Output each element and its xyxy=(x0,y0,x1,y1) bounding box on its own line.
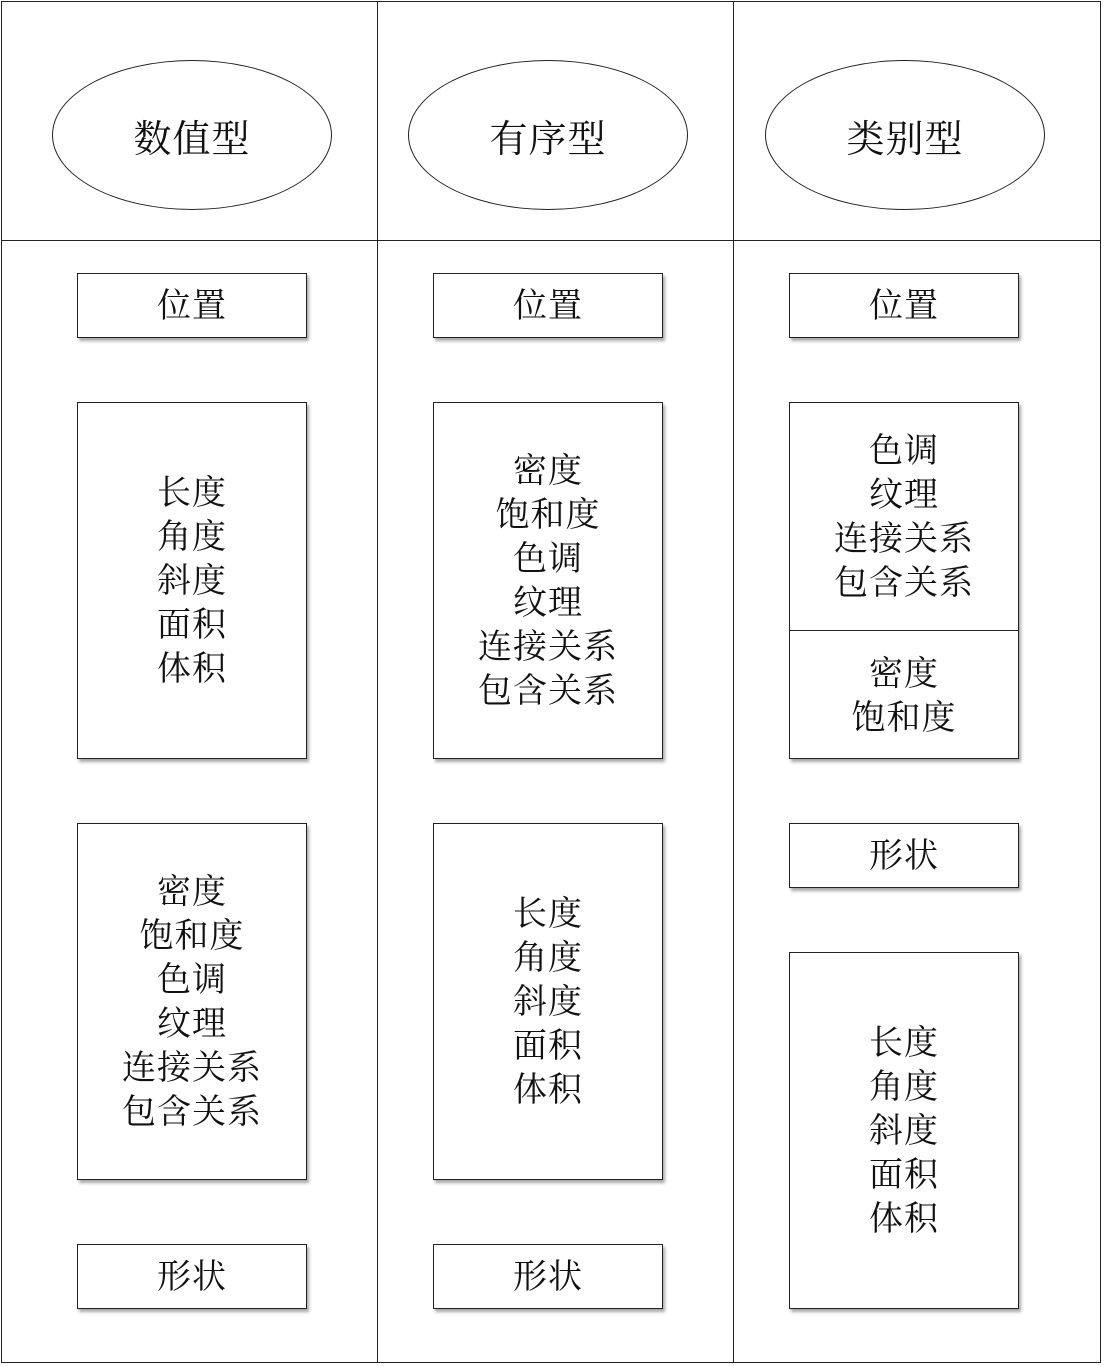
channel-label: 纹理 xyxy=(513,582,583,623)
channel-label: 面积 xyxy=(513,1025,583,1066)
channel-label: 斜度 xyxy=(869,1110,939,1151)
channel-label: 饱和度 xyxy=(851,698,957,738)
channel-group-box xyxy=(433,823,663,1180)
column-header-label: 数值型 xyxy=(133,116,251,161)
channel-label: 色调 xyxy=(513,538,583,579)
channel-group-section xyxy=(78,824,306,1179)
channel-label: 包含关系 xyxy=(478,670,618,711)
channel-label: 长度 xyxy=(869,1022,939,1063)
channel-group-section xyxy=(434,274,662,337)
channel-label: 角度 xyxy=(513,937,583,978)
channel-label: 长度 xyxy=(513,893,583,934)
channel-label: 密度 xyxy=(869,654,939,694)
column-header-ellipse xyxy=(408,60,688,210)
channel-label: 连接关系 xyxy=(122,1047,262,1088)
channel-group-box xyxy=(433,1244,663,1309)
channel-label: 角度 xyxy=(869,1066,939,1107)
channel-group-box xyxy=(77,823,307,1180)
channel-label: 体积 xyxy=(157,648,227,689)
channel-label: 斜度 xyxy=(513,981,583,1022)
channel-group-section xyxy=(78,274,306,337)
channel-group-section xyxy=(790,403,1018,630)
channel-label: 体积 xyxy=(513,1069,583,1110)
column-header-ellipse xyxy=(52,60,332,210)
channel-group-box xyxy=(77,402,307,759)
channel-group-section xyxy=(790,630,1018,761)
channel-group-box xyxy=(433,402,663,759)
channel-label: 体积 xyxy=(869,1198,939,1239)
channel-label: 色调 xyxy=(157,959,227,1000)
channel-label: 饱和度 xyxy=(139,915,245,956)
channel-group-section xyxy=(78,403,306,758)
column-header-label: 类别型 xyxy=(846,116,964,161)
channel-label: 形状 xyxy=(157,1256,227,1297)
column-header-label: 有序型 xyxy=(489,116,607,161)
channel-label: 纹理 xyxy=(157,1003,227,1044)
channel-label: 密度 xyxy=(157,871,227,912)
channel-group-box xyxy=(77,273,307,338)
channel-group-box xyxy=(789,952,1019,1309)
channel-group-box xyxy=(77,1244,307,1309)
channel-group-box xyxy=(789,823,1019,888)
channel-label: 位置 xyxy=(157,285,227,326)
channel-label: 位置 xyxy=(513,285,583,326)
channel-label: 长度 xyxy=(157,472,227,513)
column-header-ellipse xyxy=(765,60,1045,210)
channel-group-box xyxy=(789,273,1019,338)
channel-label: 色调 xyxy=(869,430,939,471)
channel-group-box xyxy=(789,402,1019,759)
channel-group-box xyxy=(433,273,663,338)
channel-group-section xyxy=(78,1245,306,1308)
channel-label: 包含关系 xyxy=(122,1091,262,1132)
channel-group-section xyxy=(434,1245,662,1308)
channel-group-section xyxy=(434,403,662,758)
channel-label: 连接关系 xyxy=(834,518,974,559)
channel-label: 连接关系 xyxy=(478,626,618,667)
channel-label: 位置 xyxy=(869,285,939,326)
channel-group-section xyxy=(434,824,662,1179)
channel-label: 包含关系 xyxy=(834,562,974,603)
channel-label: 斜度 xyxy=(157,560,227,601)
channel-label: 面积 xyxy=(157,604,227,645)
channel-group-section xyxy=(790,824,1018,887)
channel-group-section xyxy=(790,953,1018,1308)
channel-label: 纹理 xyxy=(869,474,939,515)
column-divider-2 xyxy=(733,1,734,1363)
channel-label: 饱和度 xyxy=(495,494,601,535)
channel-label: 密度 xyxy=(513,450,583,491)
channel-label: 面积 xyxy=(869,1154,939,1195)
channel-label: 角度 xyxy=(157,516,227,557)
header-divider xyxy=(1,240,1101,241)
channel-group-section xyxy=(790,274,1018,337)
column-divider-1 xyxy=(377,1,378,1363)
channel-label: 形状 xyxy=(869,835,939,876)
channel-label: 形状 xyxy=(513,1256,583,1297)
